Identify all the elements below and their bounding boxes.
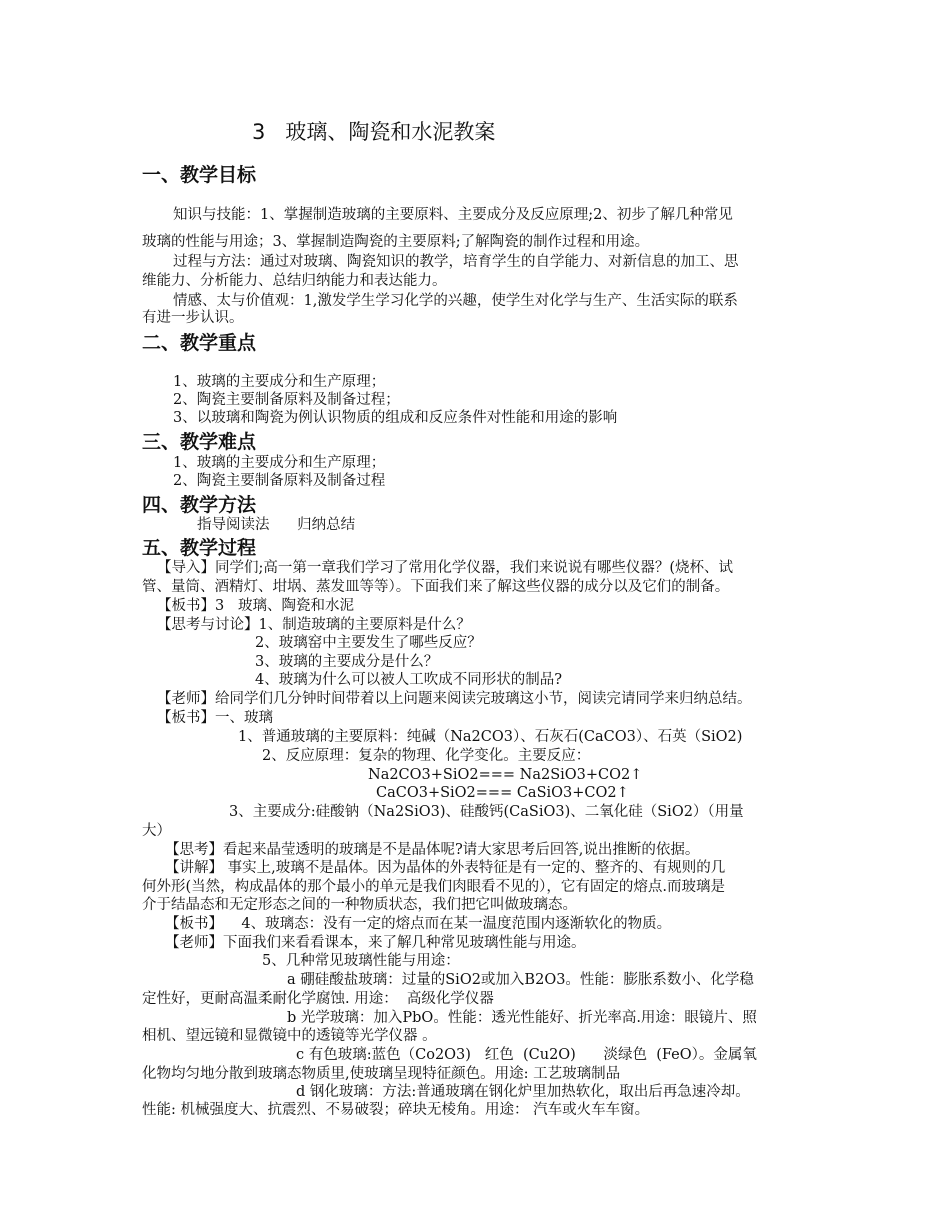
methods-text: 指导阅读法 归纳总结 bbox=[197, 517, 356, 533]
paragraph-line: 管、量筒、酒精灯、坩埚、蒸发皿等等）。下面我们来了解这些仪器的成分以及它们的制备。 bbox=[142, 579, 730, 595]
list-item: 3、以玻璃和陶瓷为例认识物质的组成和反应条件对性能和用途的影响 bbox=[173, 410, 618, 426]
list-item: 1、玻璃的主要成分和生产原理； bbox=[173, 455, 386, 471]
paragraph-line: 2、玻璃窑中主要发生了哪些反应？ bbox=[255, 635, 482, 651]
paragraph-line: c 有色玻璃:蓝色（Co2O3) 红色 (Cu2O) 淡绿色 (FeO）。金属氧 bbox=[296, 1047, 757, 1063]
paragraph-line: 3、主要成分:硅酸钠（Na2SiO3)、硅酸钙(CaSiO3)、二氧化硅（SiO2）（用量 bbox=[229, 804, 744, 820]
paragraph-line: 4、玻璃为什么可以被人工吹成不同形状的制品? bbox=[255, 672, 562, 688]
paragraph-line: 玻璃的性能与用途；3、掌握制造陶瓷的主要原料;了解陶瓷的制作过程和用途。 bbox=[142, 234, 650, 250]
section-heading-methods: 四、教学方法 bbox=[142, 494, 257, 516]
paragraph-line: 1、普通玻璃的主要原料：纯碱（Na2CO3）、石灰石(CaCO3）、石英（SiO2) bbox=[238, 729, 743, 745]
list-item: 1、玻璃的主要成分和生产原理； bbox=[173, 374, 386, 390]
paragraph-line: 知识与技能：1、掌握制造玻璃的主要原料、主要成分及反应原理;2、初步了解几种常见 bbox=[173, 207, 733, 223]
paragraph-line: 过程与方法：通过对玻璃、陶瓷知识的教学，培育学生的自学能力、对新信息的加工、思 bbox=[173, 254, 739, 270]
paragraph-line: 【板书】3 玻璃、陶瓷和水泥 bbox=[157, 598, 355, 614]
paragraph-line: 相机、望远镜和显微镜中的透镜等光学仪器 。 bbox=[142, 1028, 437, 1044]
paragraph-line: 【讲解】 事实上,玻璃不是晶体。因为晶体的外表特征是有一定的、整齐的、有规则的几 bbox=[165, 860, 726, 876]
paragraph-line: d 钢化玻璃：方法:普通玻璃在钢化炉里加热软化，取出后再急速冷却。 bbox=[296, 1084, 750, 1100]
paragraph-line: 何外形(当然，构成晶体的那个最小的单元是我们肉眼看不见的），它有固定的熔点.而玻璃是 bbox=[142, 879, 726, 895]
equation-line: Na2CO3+SiO2=== Na2SiO3+CO2↑ bbox=[368, 767, 643, 783]
paragraph-line: a 硼硅酸盐玻璃：过量的SiO2或加入B2O3。性能：膨胀系数小、化学稳 bbox=[287, 972, 754, 988]
paragraph-line: 定性好，更耐高温柔耐化学腐蚀. 用途： 高级化学仪器 bbox=[142, 991, 494, 1007]
paragraph-line: 化物均匀地分散到玻璃态物质里,使玻璃呈现特征颜色。用途: 工艺玻璃制品 bbox=[142, 1066, 621, 1082]
paragraph-line: 【板书】一、玻璃 bbox=[157, 710, 273, 726]
paragraph-line: 【导入】同学们;高一第一章我们学习了常用化学仪器，我们来说说有哪些仪器？(烧杯、试 bbox=[157, 560, 734, 576]
paragraph-line: 【老师】下面我们来看看课本，来了解几种常见玻璃性能与用途。 bbox=[165, 935, 586, 951]
paragraph-line: 【板书】 4、玻璃态：没有一定的熔点而在某一温度范围内逐渐软化的物质。 bbox=[165, 916, 672, 932]
paragraph-line: 情感、太与价值观：1,激发学生学习化学的兴趣，使学生对化学与生产、生活实际的联系 bbox=[173, 293, 738, 309]
section-heading-objectives: 一、教学目标 bbox=[142, 164, 257, 186]
list-item: 2、陶瓷主要制备原料及制备过程； bbox=[173, 392, 400, 408]
paragraph-line: 性能: 机械强度大、抗震烈、不易破裂；碎块无棱角。用途： 汽车或火车车窗。 bbox=[142, 1102, 650, 1118]
equation-line: CaCO3+SiO2=== CaSiO3+CO2↑ bbox=[376, 785, 629, 801]
paragraph-line: 介于结晶态和无定形态之间的一种物质状态，我们把它叫做玻璃态。 bbox=[142, 897, 577, 913]
paragraph-line: 【思考与讨论】1、制造玻璃的主要原料是什么？ bbox=[157, 617, 471, 633]
document-title: 3 玻璃、陶瓷和水泥教案 bbox=[252, 120, 496, 144]
paragraph-line: 3、玻璃的主要成分是什么？ bbox=[255, 654, 439, 670]
paragraph-line: 大） bbox=[142, 823, 171, 839]
paragraph-line: 【思考】看起来晶莹透明的玻璃是不是晶体呢?请大家思考后回答,说出推断的依据。 bbox=[165, 842, 700, 858]
paragraph-line: 2、反应原理：复杂的物理、化学变化。主要反应： bbox=[262, 748, 591, 764]
list-item: 2、陶瓷主要制备原料及制备过程 bbox=[173, 473, 386, 489]
paragraph-line: 有进一步认识。 bbox=[142, 310, 244, 326]
paragraph-line: 【老师】给同学们几分钟时间带着以上问题来阅读完玻璃这小节，阅读完请同学来归纳总结。 bbox=[157, 691, 752, 707]
section-heading-difficulties: 三、教学难点 bbox=[142, 431, 257, 453]
paragraph-line: 5、几种常见玻璃性能与用途： bbox=[262, 953, 460, 969]
paragraph-line: b 光学玻璃：加入PbO。性能：透光性能好、折光率高.用途：眼镜片、照 bbox=[287, 1010, 757, 1026]
paragraph-line: 维能力、分析能力、总结归纳能力和表达能力。 bbox=[142, 273, 447, 289]
section-heading-process: 五、教学过程 bbox=[142, 537, 257, 559]
section-heading-key-points: 二、教学重点 bbox=[142, 332, 257, 354]
